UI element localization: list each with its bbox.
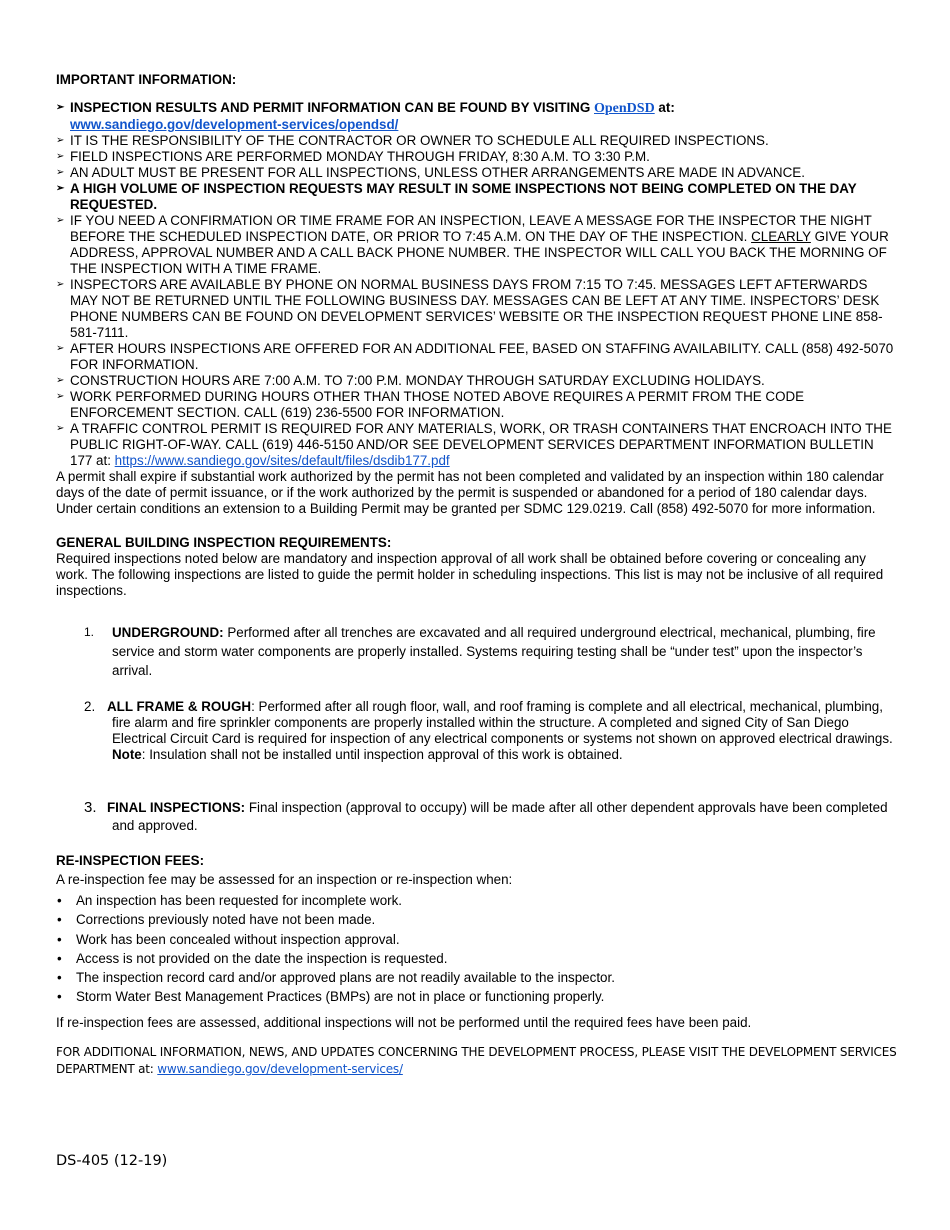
- note-label: Note: [112, 747, 142, 762]
- permit-expiry-paragraph: A permit shall expire if substantial work authorized by the permit has not been completed and validated by an inspection within 180 calendar days of the date of permit issuance, or if the work authorized by the permit is suspended or abandoned for a period of 180 calendar days. Under certain conditions an extension to a Building Permit may be granted per SDMC 129.0219. Call (858) 492-5070 for more information.: [56, 469, 884, 516]
- item-text: Performed after all trenches are excavated and all required underground electrical, mechanical, plumbing, fire service and storm water components are properly installed. Systems requiring testing shall be “under test” upon the inspector’s arrival.: [112, 625, 876, 678]
- inspection-item-frame-rough: [56, 699, 898, 763]
- general-intro: Required inspections noted below are mandatory and inspection approval of all work shall be obtained before covering or concealing any work. The following inspections are listed to guide the permit holder in scheduling inspections. This list is may not be inclusive of all required inspections.: [56, 551, 884, 598]
- general-heading: GENERAL BUILDING INSPECTION REQUIREMENTS:: [56, 535, 392, 550]
- list-item: ➢ CONSTRUCTION HOURS ARE 7:00 A.M. TO 7:00 P.M. MONDAY THROUGH SATURDAY EXCLUDING HOLIDAYS.: [56, 373, 898, 389]
- item-title: FINAL INSPECTIONS:: [107, 800, 246, 815]
- underlined-word: CLEARLY: [751, 229, 811, 244]
- inspection-list: [56, 623, 898, 835]
- list-item: ➢ A HIGH VOLUME OF INSPECTION REQUESTS MAY RESULT IN SOME INSPECTIONS NOT BEING COMPLETED ON THE DAY REQUESTED.: [56, 181, 898, 213]
- item-title: UNDERGROUND:: [112, 625, 224, 640]
- bulletin-177-link[interactable]: https://www.sandiego.gov/sites/default/files/dsdib177.pdf: [114, 453, 450, 468]
- bullet-text: IF YOU NEED A CONFIRMATION OR TIME FRAME FOR AN INSPECTION, LEAVE A MESSAGE FOR THE INSPECTOR THE NIGHT BEFORE THE SCHEDULED INSPECTION DATE, OR PRIOR TO 7:45 A.M. ON THE DAY OF THE INSPECTION.: [70, 213, 872, 244]
- list-item: ➢ WORK PERFORMED DURING HOURS OTHER THAN THOSE NOTED ABOVE REQUIRES A PERMIT FROM THE CODE ENFORCEMENT SECTION. CALL (619) 236-5500 FOR INFORMATION.: [56, 389, 898, 421]
- item-number: 3.: [84, 799, 97, 816]
- list-item: • Corrections previously noted have not been made.: [56, 910, 898, 929]
- bullet-text: GIVE YOUR ADDRESS, APPROVAL NUMBER AND A CALL BACK PHONE NUMBER. THE INSPECTOR WILL CALL YOU BACK THE MORNING OF THE INSPECTION WITH A TIME FRAME.: [70, 229, 889, 276]
- item-text: : Performed after all rough floor, wall, and roof framing is complete and all electrical, mechanical, plumbing, fire alarm and fire sprinkler components are properly installed within the structure. A completed and signed City of San Diego Electrical Circuit Card is required for inspection of any electrical components or systems not shown on approved electrical drawings.: [112, 699, 893, 746]
- list-item: • Work has been concealed without inspection approval.: [56, 930, 898, 949]
- list-item: • The inspection record card and/or approved plans are not readily available to the inspector.: [56, 968, 898, 987]
- footer-note: [56, 1044, 898, 1078]
- list-item: [56, 213, 898, 277]
- item-number: 1.: [84, 625, 95, 639]
- reinspection-intro: A re-inspection fee may be assessed for an inspection or re-inspection when:: [56, 872, 513, 887]
- bullet-text: INSPECTION RESULTS AND PERMIT INFORMATION CAN BE FOUND BY VISITING: [70, 100, 594, 115]
- important-heading: IMPORTANT INFORMATION:: [56, 72, 237, 87]
- development-services-link[interactable]: www.sandiego.gov/development-services/: [157, 1061, 403, 1076]
- item-number: 2.: [84, 699, 96, 714]
- reinspection-closing: If re-inspection fees are assessed, additional inspections will not be performed until the required fees have been paid.: [56, 1014, 752, 1030]
- reinspection-heading: RE-INSPECTION FEES:: [56, 853, 205, 868]
- bullet-text: A TRAFFIC CONTROL PERMIT IS REQUIRED FOR ANY MATERIALS, WORK, OR TRASH CONTAINERS THAT ENCROACH INTO THE PUBLIC RIGHT-OF-WAY. CALL (619) 446-5150 AND/OR SEE DEVELOPMENT SERVICES DEPARTMENT INFORMATION BULLETIN 177 at:: [70, 421, 892, 468]
- footer-note-text: FOR ADDITIONAL INFORMATION, NEWS, AND UPDATES CONCERNING THE DEVELOPMENT PROCESS, PLEASE VISIT THE DEVELOPMENT SERVICES DEPARTMENT at:: [56, 1044, 897, 1076]
- form-number: DS-405 (12-19): [56, 1153, 168, 1169]
- list-item: ➢ AFTER HOURS INSPECTIONS ARE OFFERED FOR AN ADDITIONAL FEE, BASED ON STAFFING AVAILABILITY. CALL (858) 492-5070 FOR INFORMATION.: [56, 341, 898, 373]
- inspection-item-final: [56, 799, 898, 835]
- important-list: [56, 100, 898, 469]
- list-item: ➢ FIELD INSPECTIONS ARE PERFORMED MONDAY THROUGH FRIDAY, 8:30 A.M. TO 3:30 P.M.: [56, 149, 898, 165]
- list-item: [56, 421, 898, 469]
- document-body: [56, 72, 898, 1078]
- note-text: : Insulation shall not be installed until inspection approval of this work is obtained.: [141, 747, 623, 762]
- opendsd-link[interactable]: OpenDSD: [594, 101, 655, 116]
- item-text: Final inspection (approval to occupy) will be made after all other dependent approvals have been completed and approved.: [112, 800, 888, 833]
- list-item: • Access is not provided on the date the inspection is requested.: [56, 949, 898, 968]
- list-item: ➢ AN ADULT MUST BE PRESENT FOR ALL INSPECTIONS, UNLESS OTHER ARRANGEMENTS ARE MADE IN ADVANCE.: [56, 165, 898, 181]
- list-item: • An inspection has been requested for incomplete work.: [56, 891, 898, 910]
- list-item: ➢ INSPECTORS ARE AVAILABLE BY PHONE ON NORMAL BUSINESS DAYS FROM 7:15 TO 7:45. MESSAGES LEFT AFTERWARDS MAY NOT BE RETURNED UNTIL THE FOLLOWING BUSINESS DAY. MESSAGES CAN BE LEFT AT ANY TIME. INSPECTORS’ DESK PHONE NUMBERS CAN BE FOUND ON DEVELOPMENT SERVICES’ WEBSITE OR THE INSPECTION REQUEST PHONE LINE 858-581-7111.: [56, 277, 898, 341]
- inspection-item-underground: [56, 623, 898, 680]
- item-title: ALL FRAME & ROUGH: [107, 699, 252, 714]
- bullet-text: at:: [654, 100, 675, 115]
- reinspection-list: [56, 891, 898, 1007]
- list-item: • Storm Water Best Management Practices (BMPs) are not in place or functioning properly.: [56, 987, 898, 1006]
- list-item: ➢ IT IS THE RESPONSIBILITY OF THE CONTRACTOR OR OWNER TO SCHEDULE ALL REQUIRED INSPECTIONS.: [56, 133, 898, 149]
- list-item: [56, 100, 898, 133]
- opendsd-url-link[interactable]: www.sandiego.gov/development-services/opendsd/: [70, 117, 399, 132]
